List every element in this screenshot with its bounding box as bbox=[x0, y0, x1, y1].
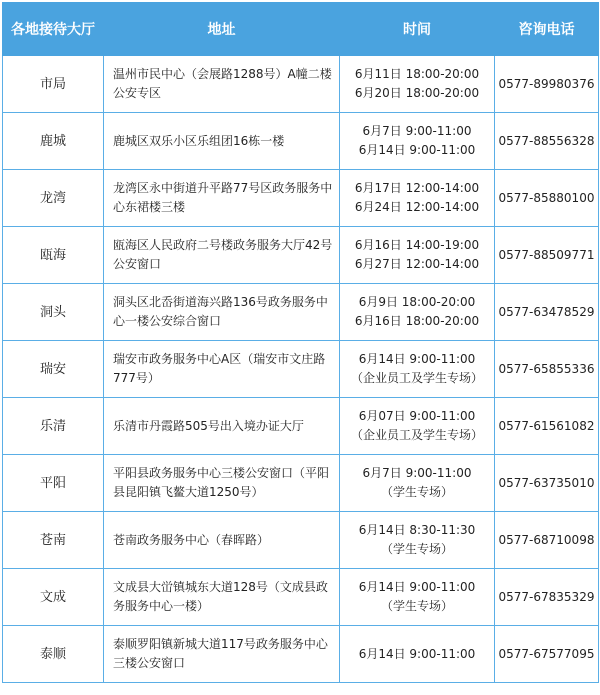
hall-cell: 瑞安 bbox=[3, 341, 104, 398]
time-line: 6月14日 9:00-11:00 bbox=[358, 646, 476, 661]
time-cell bbox=[340, 113, 495, 170]
header-address: 地址 bbox=[104, 3, 340, 56]
hall-cell: 洞头 bbox=[3, 284, 104, 341]
table-row bbox=[3, 341, 599, 398]
table-header-row bbox=[3, 3, 599, 56]
time-line: 6月7日 9:00-11:00 bbox=[362, 466, 472, 480]
address-cell: 文成县大峃镇城东大道128号（文成县政务服务中心一楼） bbox=[104, 569, 340, 626]
address-cell: 瓯海区人民政府二号楼政务服务大厅42号公安窗口 bbox=[104, 227, 340, 284]
hall-cell: 市局 bbox=[3, 56, 104, 113]
hall-cell: 龙湾 bbox=[3, 170, 104, 227]
hall-cell: 泰顺 bbox=[3, 626, 104, 683]
time-line: 6月20日 18:00-20:00 bbox=[354, 86, 480, 100]
header-time: 时间 bbox=[340, 3, 495, 56]
time-line: 6月14日 9:00-11:00 bbox=[358, 143, 476, 157]
time-line: 6月16日 14:00-19:00 bbox=[354, 238, 480, 252]
address-cell: 温州市民中心（会展路1288号）A幢二楼公安专区 bbox=[104, 56, 340, 113]
time-cell bbox=[340, 626, 495, 683]
phone-cell: 0577-88509771 bbox=[495, 227, 599, 284]
table-row bbox=[3, 284, 599, 341]
time-line: （企业员工及学生专场） bbox=[350, 428, 483, 442]
time-line: 6月14日 9:00-11:00 bbox=[358, 352, 476, 366]
time-line: 6月14日 9:00-11:00 bbox=[358, 580, 476, 594]
hall-cell: 瓯海 bbox=[3, 227, 104, 284]
table-row bbox=[3, 455, 599, 512]
table-row bbox=[3, 398, 599, 455]
table-row bbox=[3, 512, 599, 569]
address-cell: 洞头区北岙街道海兴路136号政务服务中心一楼公安综合窗口 bbox=[104, 284, 340, 341]
header-hall: 各地接待大厅 bbox=[3, 3, 104, 56]
time-line: （企业员工及学生专场） bbox=[350, 371, 483, 385]
address-cell: 泰顺罗阳镇新城大道117号政务服务中心三楼公安窗口 bbox=[104, 626, 340, 683]
time-line: 6月7日 9:00-11:00 bbox=[362, 124, 472, 138]
time-cell bbox=[340, 284, 495, 341]
phone-cell: 0577-88556328 bbox=[495, 113, 599, 170]
time-cell bbox=[340, 341, 495, 398]
time-line: 6月11日 18:00-20:00 bbox=[354, 67, 480, 81]
phone-cell: 0577-65855336 bbox=[495, 341, 599, 398]
time-cell bbox=[340, 569, 495, 626]
table-row bbox=[3, 569, 599, 626]
table-row bbox=[3, 227, 599, 284]
time-cell bbox=[340, 56, 495, 113]
phone-cell: 0577-85880100 bbox=[495, 170, 599, 227]
address-cell: 龙湾区永中街道升平路77号区政务服务中心东裙楼三楼 bbox=[104, 170, 340, 227]
table-row bbox=[3, 56, 599, 113]
time-line: 6月07日 9:00-11:00 bbox=[358, 409, 476, 423]
reception-hall-table bbox=[2, 2, 599, 683]
time-line: 6月16日 18:00-20:00 bbox=[354, 314, 480, 328]
table-row bbox=[3, 626, 599, 683]
time-line: 6月9日 18:00-20:00 bbox=[358, 295, 476, 309]
address-cell: 鹿城区双乐小区乐组团16栋一楼 bbox=[104, 113, 340, 170]
table-row bbox=[3, 113, 599, 170]
time-line: 6月27日 12:00-14:00 bbox=[354, 257, 480, 271]
address-cell: 瑞安市政务服务中心A区（瑞安市文庄路777号） bbox=[104, 341, 340, 398]
phone-cell: 0577-67835329 bbox=[495, 569, 599, 626]
hall-cell: 乐清 bbox=[3, 398, 104, 455]
phone-cell: 0577-89980376 bbox=[495, 56, 599, 113]
time-line: 6月14日 8:30-11:30 bbox=[358, 523, 476, 537]
hall-cell: 苍南 bbox=[3, 512, 104, 569]
reception-hall-table-container bbox=[2, 2, 598, 683]
address-cell: 苍南政务服务中心（春晖路） bbox=[104, 512, 340, 569]
time-line: （学生专场） bbox=[380, 542, 453, 556]
phone-cell: 0577-67577095 bbox=[495, 626, 599, 683]
hall-cell: 文成 bbox=[3, 569, 104, 626]
address-cell: 乐清市丹霞路505号出入境办证大厅 bbox=[104, 398, 340, 455]
hall-cell: 平阳 bbox=[3, 455, 104, 512]
time-line: 6月17日 12:00-14:00 bbox=[354, 181, 480, 195]
time-cell bbox=[340, 227, 495, 284]
address-cell: 平阳县政务服务中心三楼公安窗口（平阳县昆阳镇飞鳌大道1250号） bbox=[104, 455, 340, 512]
time-line: 6月24日 12:00-14:00 bbox=[354, 200, 480, 214]
phone-cell: 0577-63735010 bbox=[495, 455, 599, 512]
phone-cell: 0577-68710098 bbox=[495, 512, 599, 569]
phone-cell: 0577-63478529 bbox=[495, 284, 599, 341]
time-cell bbox=[340, 170, 495, 227]
time-cell bbox=[340, 512, 495, 569]
time-line: （学生专场） bbox=[380, 599, 453, 613]
time-cell bbox=[340, 455, 495, 512]
time-cell bbox=[340, 398, 495, 455]
header-phone: 咨询电话 bbox=[495, 3, 599, 56]
phone-cell: 0577-61561082 bbox=[495, 398, 599, 455]
hall-cell: 鹿城 bbox=[3, 113, 104, 170]
table-row bbox=[3, 170, 599, 227]
time-line: （学生专场） bbox=[380, 485, 453, 499]
